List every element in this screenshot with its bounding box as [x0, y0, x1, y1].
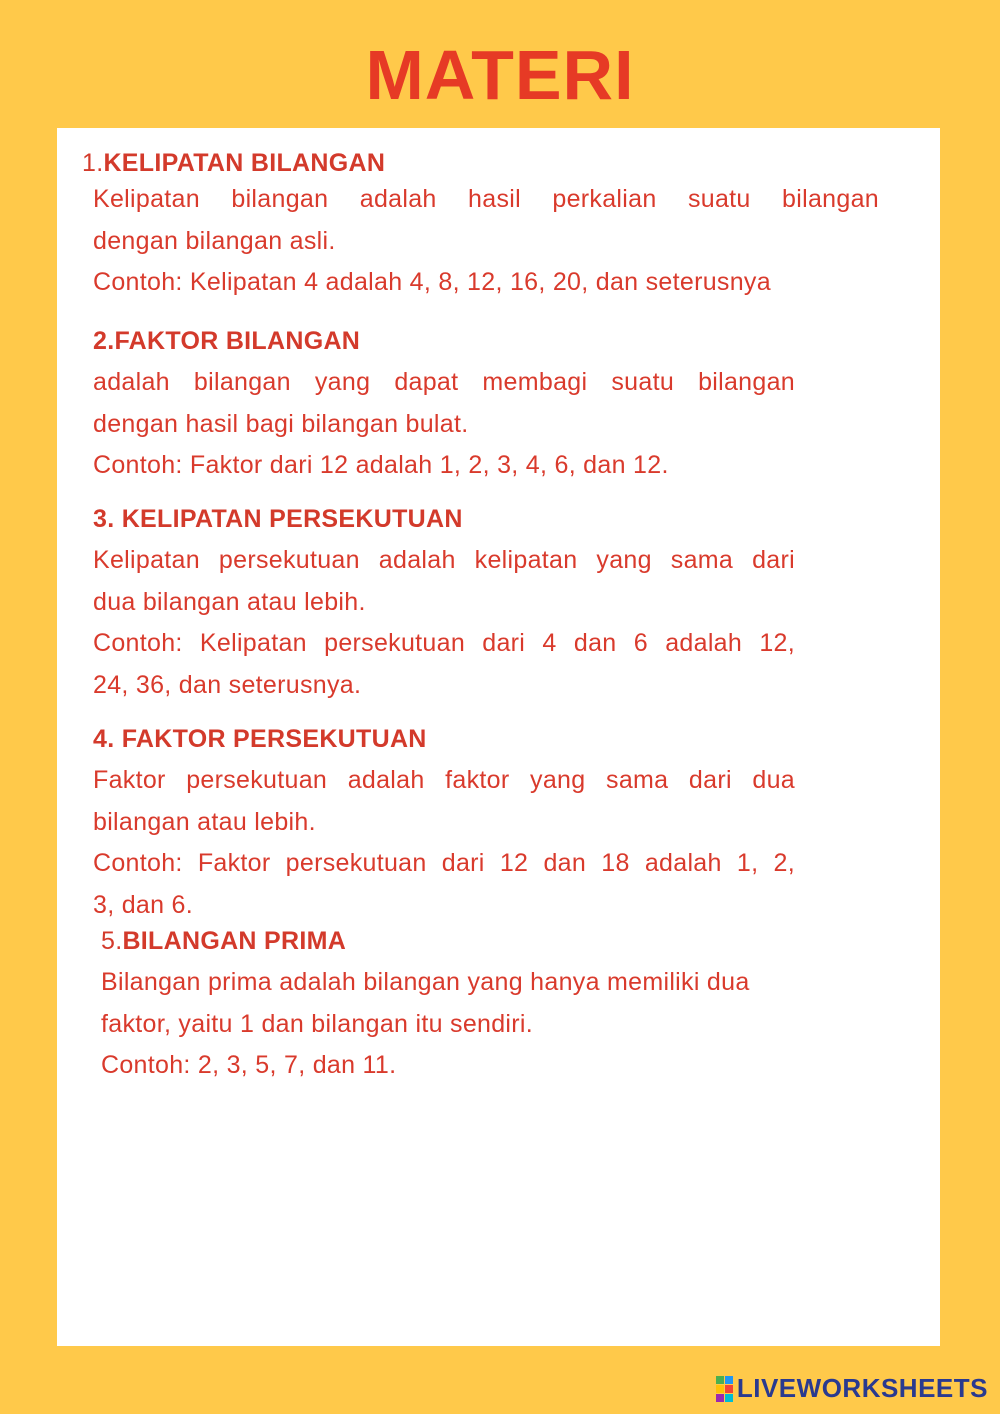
- liveworksheets-brand[interactable]: [716, 1373, 988, 1404]
- page-title: MATERI: [365, 36, 635, 114]
- body-line: bilangan atau lebih.: [93, 807, 316, 836]
- body-line: dengan bilangan asli.: [93, 226, 336, 255]
- section-heading: [82, 148, 882, 178]
- section-heading: [93, 504, 795, 534]
- body-line: Bilangan prima adalah bilangan yang hanya memiliki dua: [101, 968, 750, 996]
- body-line: Contoh: Faktor persekutuan dari 12 dan 18 adalah 1, 2,: [93, 849, 795, 877]
- section-faktor-bilangan: [93, 326, 795, 487]
- body-line: Contoh: Kelipatan 4 adalah 4, 8, 12, 16, 20, dan seterusnya: [93, 268, 771, 296]
- body-line: 24, 36, dan seterusnya.: [93, 670, 362, 699]
- liveworksheets-logo-icon: [716, 1376, 733, 1402]
- body-line: Kelipatan persekutuan adalah kelipatan yang sama dari: [93, 546, 795, 574]
- body-line: dengan hasil bagi bilangan bulat.: [93, 409, 469, 438]
- section-kelipatan-persekutuan: [93, 504, 795, 706]
- body-line: adalah bilangan yang dapat membagi suatu bilangan: [93, 368, 795, 396]
- section-heading-text: 4. FAKTOR PERSEKUTUAN: [93, 725, 427, 753]
- section-faktor-persekutuan: [93, 724, 795, 926]
- body-line: faktor, yaitu 1 dan bilangan itu sendiri.: [101, 1009, 534, 1038]
- section-kelipatan-bilangan: [82, 148, 882, 304]
- section-number: 5.: [101, 927, 123, 955]
- body-line: Contoh: Faktor dari 12 adalah 1, 2, 3, 4, 6, dan 12.: [93, 451, 669, 479]
- section-heading: [101, 926, 803, 956]
- body-line: 3, dan 6.: [93, 890, 194, 919]
- section-bilangan-prima: [101, 926, 803, 1087]
- section-heading-text: 3. KELIPATAN PERSEKUTUAN: [93, 505, 463, 533]
- body-line: Contoh: Kelipatan persekutuan dari 4 dan 6 adalah 12,: [93, 629, 795, 657]
- section-heading-text: BILANGAN PRIMA: [122, 927, 347, 955]
- body-line: Contoh: 2, 3, 5, 7, dan 11.: [101, 1051, 397, 1079]
- section-heading: [93, 724, 795, 754]
- section-heading-text: KELIPATAN BILANGAN: [103, 149, 386, 177]
- body-line: dua bilangan atau lebih.: [93, 587, 366, 616]
- body-line: Kelipatan bilangan adalah hasil perkalian suatu bilangan: [93, 185, 879, 213]
- brand-text: LIVEWORKSHEETS: [736, 1373, 988, 1403]
- section-heading-text: 2.FAKTOR BILANGAN: [93, 327, 361, 355]
- section-number: 1.: [82, 149, 104, 177]
- section-heading: [93, 326, 795, 356]
- body-line: Faktor persekutuan adalah faktor yang sama dari dua: [93, 766, 795, 794]
